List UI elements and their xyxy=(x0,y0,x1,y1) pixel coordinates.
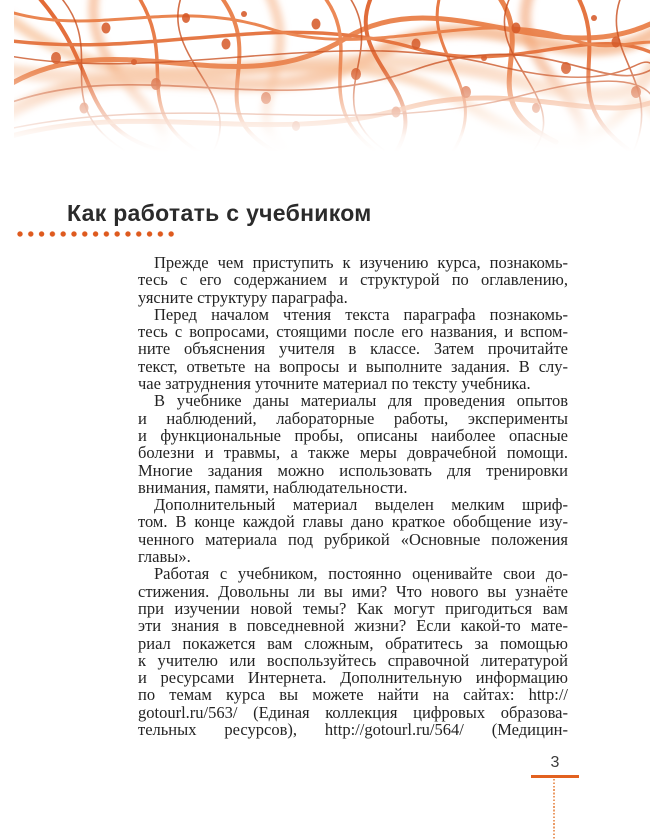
text-line: и функциональные пробы, описаны наиболее опасные xyxy=(138,425,568,445)
neurons-header-image xyxy=(14,0,650,152)
text-line: ченного материала под рубрикой «Основные положения xyxy=(138,529,568,549)
footer-rule xyxy=(531,775,579,778)
text-line: риал покажется вам сложным, обратитесь за помощью xyxy=(138,633,568,653)
text-line: gotourl.ru/563/ (Единая коллекция цифровых образова- xyxy=(138,702,568,722)
text-line: уясните структуру параграфа. xyxy=(138,287,348,307)
text-line: тесь с вопросами, стоящими после его названия, и вспом- xyxy=(138,322,568,342)
dotted-divider xyxy=(17,231,179,237)
text-line: по темам курса вы можете найти на сайтах: http:// xyxy=(138,685,568,705)
text-line: стижения. Довольны ли вы ими? Что нового вы узнаёте xyxy=(138,581,568,601)
text-line: и ресурсами Интернета. Дополнительную информацию xyxy=(138,668,568,688)
text-line: внимания, памяти, наблюдательности. xyxy=(138,477,408,497)
text-line: текст, ответьте на вопросы и выполните задания. В слу- xyxy=(138,356,568,376)
text-line: Перед началом чтения текста параграфа познакомь- xyxy=(154,304,568,324)
text-line: эти знания в повседневной жизни? Если какой-то мате- xyxy=(138,616,568,636)
text-line: Многие задания можно использовать для тренировки xyxy=(138,460,568,480)
page-number: 3 xyxy=(550,754,560,771)
paragraph xyxy=(138,496,568,565)
text-line: болезни и травмы, а также меры доврачебной помощи. xyxy=(138,443,568,463)
text-line: Прежде чем приступить к изучению курса, познакомь- xyxy=(154,253,568,272)
text-line: при изучении новой темы? Как могут пригодиться вам xyxy=(138,598,568,618)
text-line: Работая с учебником, постоянно оценивайте свои до- xyxy=(154,564,568,584)
text-line: ните объяснения учителя в классе. Затем прочитайте xyxy=(138,339,568,359)
text-line: к учителю или воспользуйтесь справочной литературой xyxy=(138,650,568,670)
text-line: Дополнительный материал выделен мелким шриф- xyxy=(154,495,568,515)
text-line: чае затруднения уточните материал по тексту учебника. xyxy=(138,374,531,394)
text-line: тельных ресурсов), http://gotourl.ru/564/ (Медицин- xyxy=(138,720,568,740)
footer-dotted-line xyxy=(553,779,555,839)
paragraph xyxy=(138,565,568,738)
paragraph xyxy=(138,306,568,392)
text-line: В учебнике даны материалы для проведения опытов xyxy=(154,391,568,411)
paragraph xyxy=(138,254,568,306)
chapter-heading: Как работать с учебником xyxy=(67,200,372,226)
text-line: и наблюдений, лабораторные работы, эксперименты xyxy=(138,408,568,428)
text-line: тесь с его содержанием и структурой по оглавлению, xyxy=(138,270,568,290)
body-text xyxy=(138,254,568,738)
text-line: том. В конце каждой главы дано краткое обобщение изу- xyxy=(138,512,568,532)
text-line: главы». xyxy=(138,547,191,567)
paragraph xyxy=(138,392,568,496)
